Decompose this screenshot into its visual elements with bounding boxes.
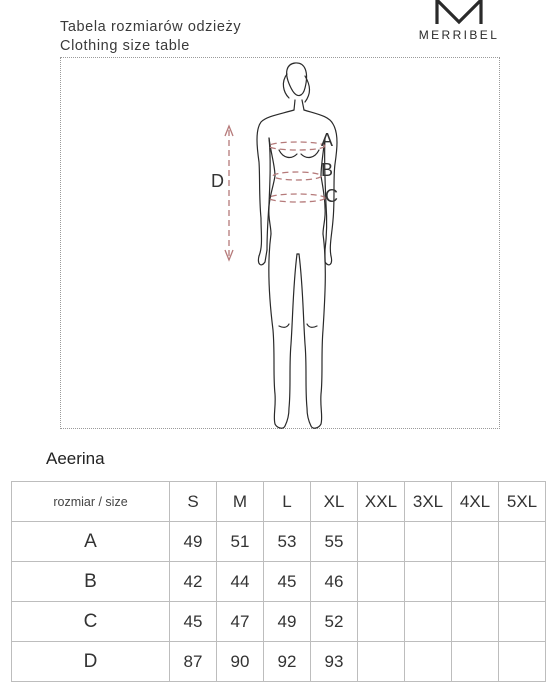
size-header: M — [217, 482, 264, 522]
row-label: B — [12, 562, 170, 602]
table-cell: 55 — [311, 522, 358, 562]
size-table — [11, 481, 546, 682]
table-cell — [358, 562, 405, 602]
body-silhouette-icon — [61, 58, 501, 430]
m-logo-icon — [433, 0, 485, 26]
table-cell: 46 — [311, 562, 358, 602]
figure-frame — [60, 57, 500, 429]
size-header: 4XL — [452, 482, 499, 522]
measure-label-b: B — [321, 160, 334, 180]
size-header: XL — [311, 482, 358, 522]
size-header: XXL — [358, 482, 405, 522]
measure-label-c: C — [325, 186, 338, 206]
table-cell: 49 — [264, 602, 311, 642]
product-name: Aeerina — [46, 449, 105, 468]
table-cell — [452, 642, 499, 682]
row-label: A — [12, 522, 170, 562]
table-cell: 47 — [217, 602, 264, 642]
table-cell: 45 — [264, 562, 311, 602]
size-header: 5XL — [499, 482, 546, 522]
table-cell — [358, 642, 405, 682]
size-header-row — [12, 482, 546, 522]
table-cell: 44 — [217, 562, 264, 602]
row-label: D — [12, 642, 170, 682]
table-cell: 45 — [170, 602, 217, 642]
size-header: S — [170, 482, 217, 522]
table-cell — [405, 602, 452, 642]
corner-label: rozmiar / size — [12, 482, 170, 522]
table-cell — [405, 642, 452, 682]
table-cell: 93 — [311, 642, 358, 682]
table-cell — [452, 522, 499, 562]
table-row — [12, 642, 546, 682]
table-cell — [499, 522, 546, 562]
logo-wordmark: MERRIBEL — [418, 28, 500, 42]
size-header: 3XL — [405, 482, 452, 522]
table-cell — [452, 562, 499, 602]
table-row — [12, 522, 546, 562]
table-cell — [405, 562, 452, 602]
table-cell: 53 — [264, 522, 311, 562]
header-title — [60, 18, 241, 56]
table-cell — [358, 522, 405, 562]
table-cell: 90 — [217, 642, 264, 682]
table-cell — [499, 562, 546, 602]
table-cell: 92 — [264, 642, 311, 682]
table-cell — [499, 642, 546, 682]
table-cell: 42 — [170, 562, 217, 602]
row-label: C — [12, 602, 170, 642]
table-cell — [499, 602, 546, 642]
table-cell: 51 — [217, 522, 264, 562]
table-cell: 87 — [170, 642, 217, 682]
measure-label-d: D — [211, 171, 224, 191]
table-cell — [358, 602, 405, 642]
brand-logo — [414, 0, 504, 42]
table-cell: 52 — [311, 602, 358, 642]
table-cell — [405, 522, 452, 562]
title-english: Clothing size table — [60, 38, 190, 54]
size-header: L — [264, 482, 311, 522]
table-row — [12, 562, 546, 602]
table-row — [12, 602, 546, 642]
table-cell: 49 — [170, 522, 217, 562]
title-polish: Tabela rozmiarów odzieży — [60, 19, 242, 35]
table-cell — [452, 602, 499, 642]
measure-label-a: A — [321, 130, 334, 150]
